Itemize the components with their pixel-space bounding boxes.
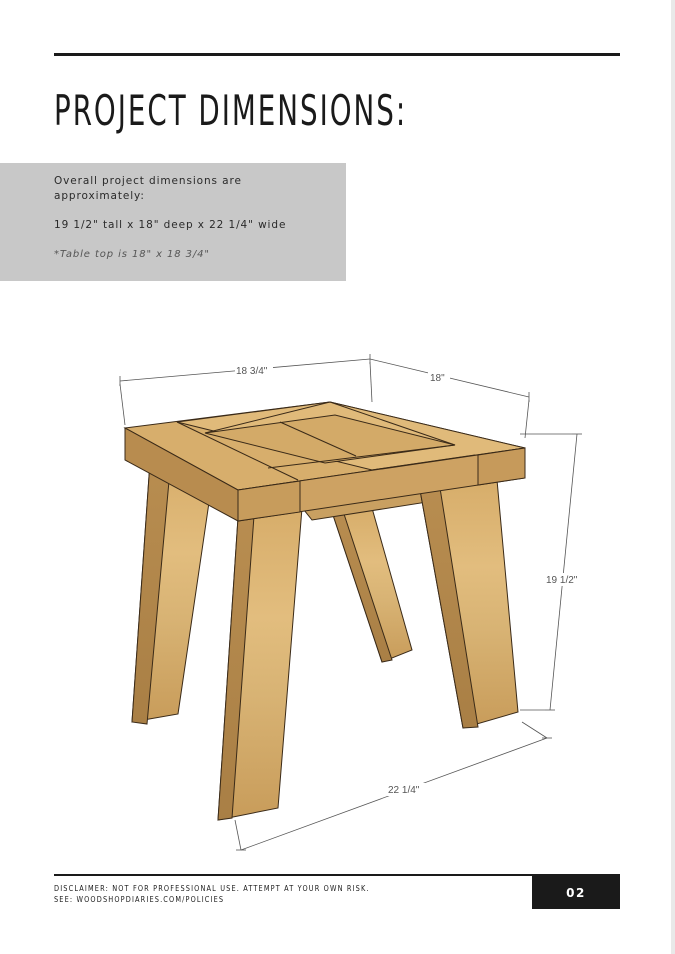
leg-front <box>218 508 302 820</box>
page-number: 02 <box>532 876 620 909</box>
page-edge <box>671 0 675 954</box>
info-box <box>0 163 346 281</box>
label-height: 19 1/2" <box>546 575 578 586</box>
footer-disclaimer: DISCLAIMER: NOT FOR PROFESSIONAL USE. ATTEMPT AT YOUR OWN RISK. <box>54 884 370 893</box>
label-width: 22 1/4" <box>388 785 420 796</box>
info-dimensions: 19 1/2" tall x 18" deep x 22 1/4" wide <box>54 219 287 231</box>
info-intro-line2: approximately: <box>54 190 145 202</box>
info-intro-line1: Overall project dimensions are <box>54 175 242 187</box>
page-title: PROJECT DIMENSIONS: <box>54 86 408 135</box>
label-top-depth: 18" <box>430 373 445 384</box>
leg-left <box>132 462 212 724</box>
top-rule <box>54 53 620 56</box>
back-leg-right <box>332 508 412 662</box>
label-top-length: 18 3/4" <box>236 366 268 377</box>
leg-right <box>420 480 518 728</box>
footer-policies-link[interactable]: SEE: WOODSHOPDIARIES.COM/POLICIES <box>54 895 225 904</box>
info-note: *Table top is 18" x 18 3/4" <box>54 249 210 260</box>
table-illustration <box>110 350 590 855</box>
